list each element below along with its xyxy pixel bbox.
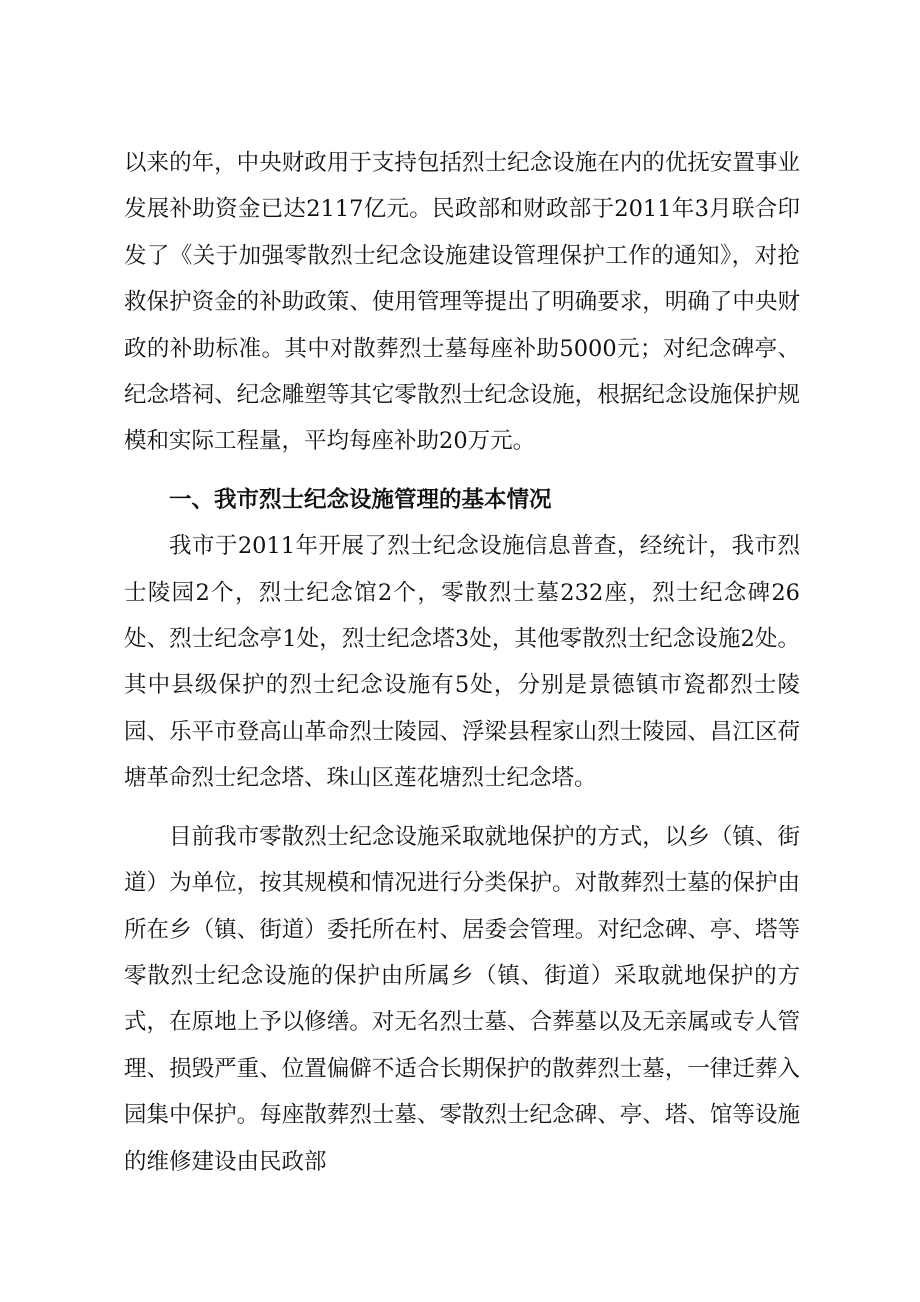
section-heading: 一、我市烈士纪念设施管理的基本情况 [169, 486, 552, 513]
paragraph-spacer [124, 802, 800, 814]
document-body [124, 140, 800, 1185]
paragraph-survey: 我市于2011年开展了烈士纪念设施信息普查，经统计，我市烈士陵园2个，烈士纪念馆2个，零散烈士墓232座，烈士纪念碑26处、烈士纪念亭1处，烈士纪念塔3处，其他零散烈士纪念设施2处。其中县级保护的烈士纪念设施有5处，分别是景德镇市瓷都烈士陵园、乐平市登高山革命烈士陵园、浮梁县程家山烈士陵园、昌江区荷塘革命烈士纪念塔、珠山区莲花塘烈士纪念塔。 [124, 533, 800, 792]
paragraph-protection: 目前我市零散烈士纪念设施采取就地保护的方式，以乡（镇、街道）为单位，按其规模和情况进行分类保护。对散葬烈士墓的保护由所在乡（镇、街道）委托所在村、居委会管理。对纪念碑、亭、塔等零散烈士纪念设施的保护由所属乡（镇、街道）采取就地保护的方式，在原地上予以修缮。对无名烈士墓、合葬墓以及无亲属或专人管理、损毁严重、位置偏僻不适合长期保护的散葬烈士墓，一律迁葬入园集中保护。每座散葬烈士墓、零散烈士纪念碑、亭、塔、馆等设施的维修建设由民政部 [124, 823, 800, 1175]
paragraph-continuation: 以来的年，中央财政用于支持包括烈士纪念设施在内的优抚安置事业发展补助资金已达2117亿元。民政部和财政部于2011年3月联合印发了《关于加强零散烈士纪念设施建设管理保护工作的通知》，对抢救保护资金的补助政策、使用管理等提出了明确要求，明确了中央财政的补助标准。其中对散葬烈士墓每座补助5000元；对纪念碑亭、纪念塔祠、纪念雕塑等其它零散烈士纪念设施，根据纪念设施保护规模和实际工程量，平均每座补助20万元。 [124, 150, 800, 455]
paragraph-spacer [124, 465, 800, 477]
